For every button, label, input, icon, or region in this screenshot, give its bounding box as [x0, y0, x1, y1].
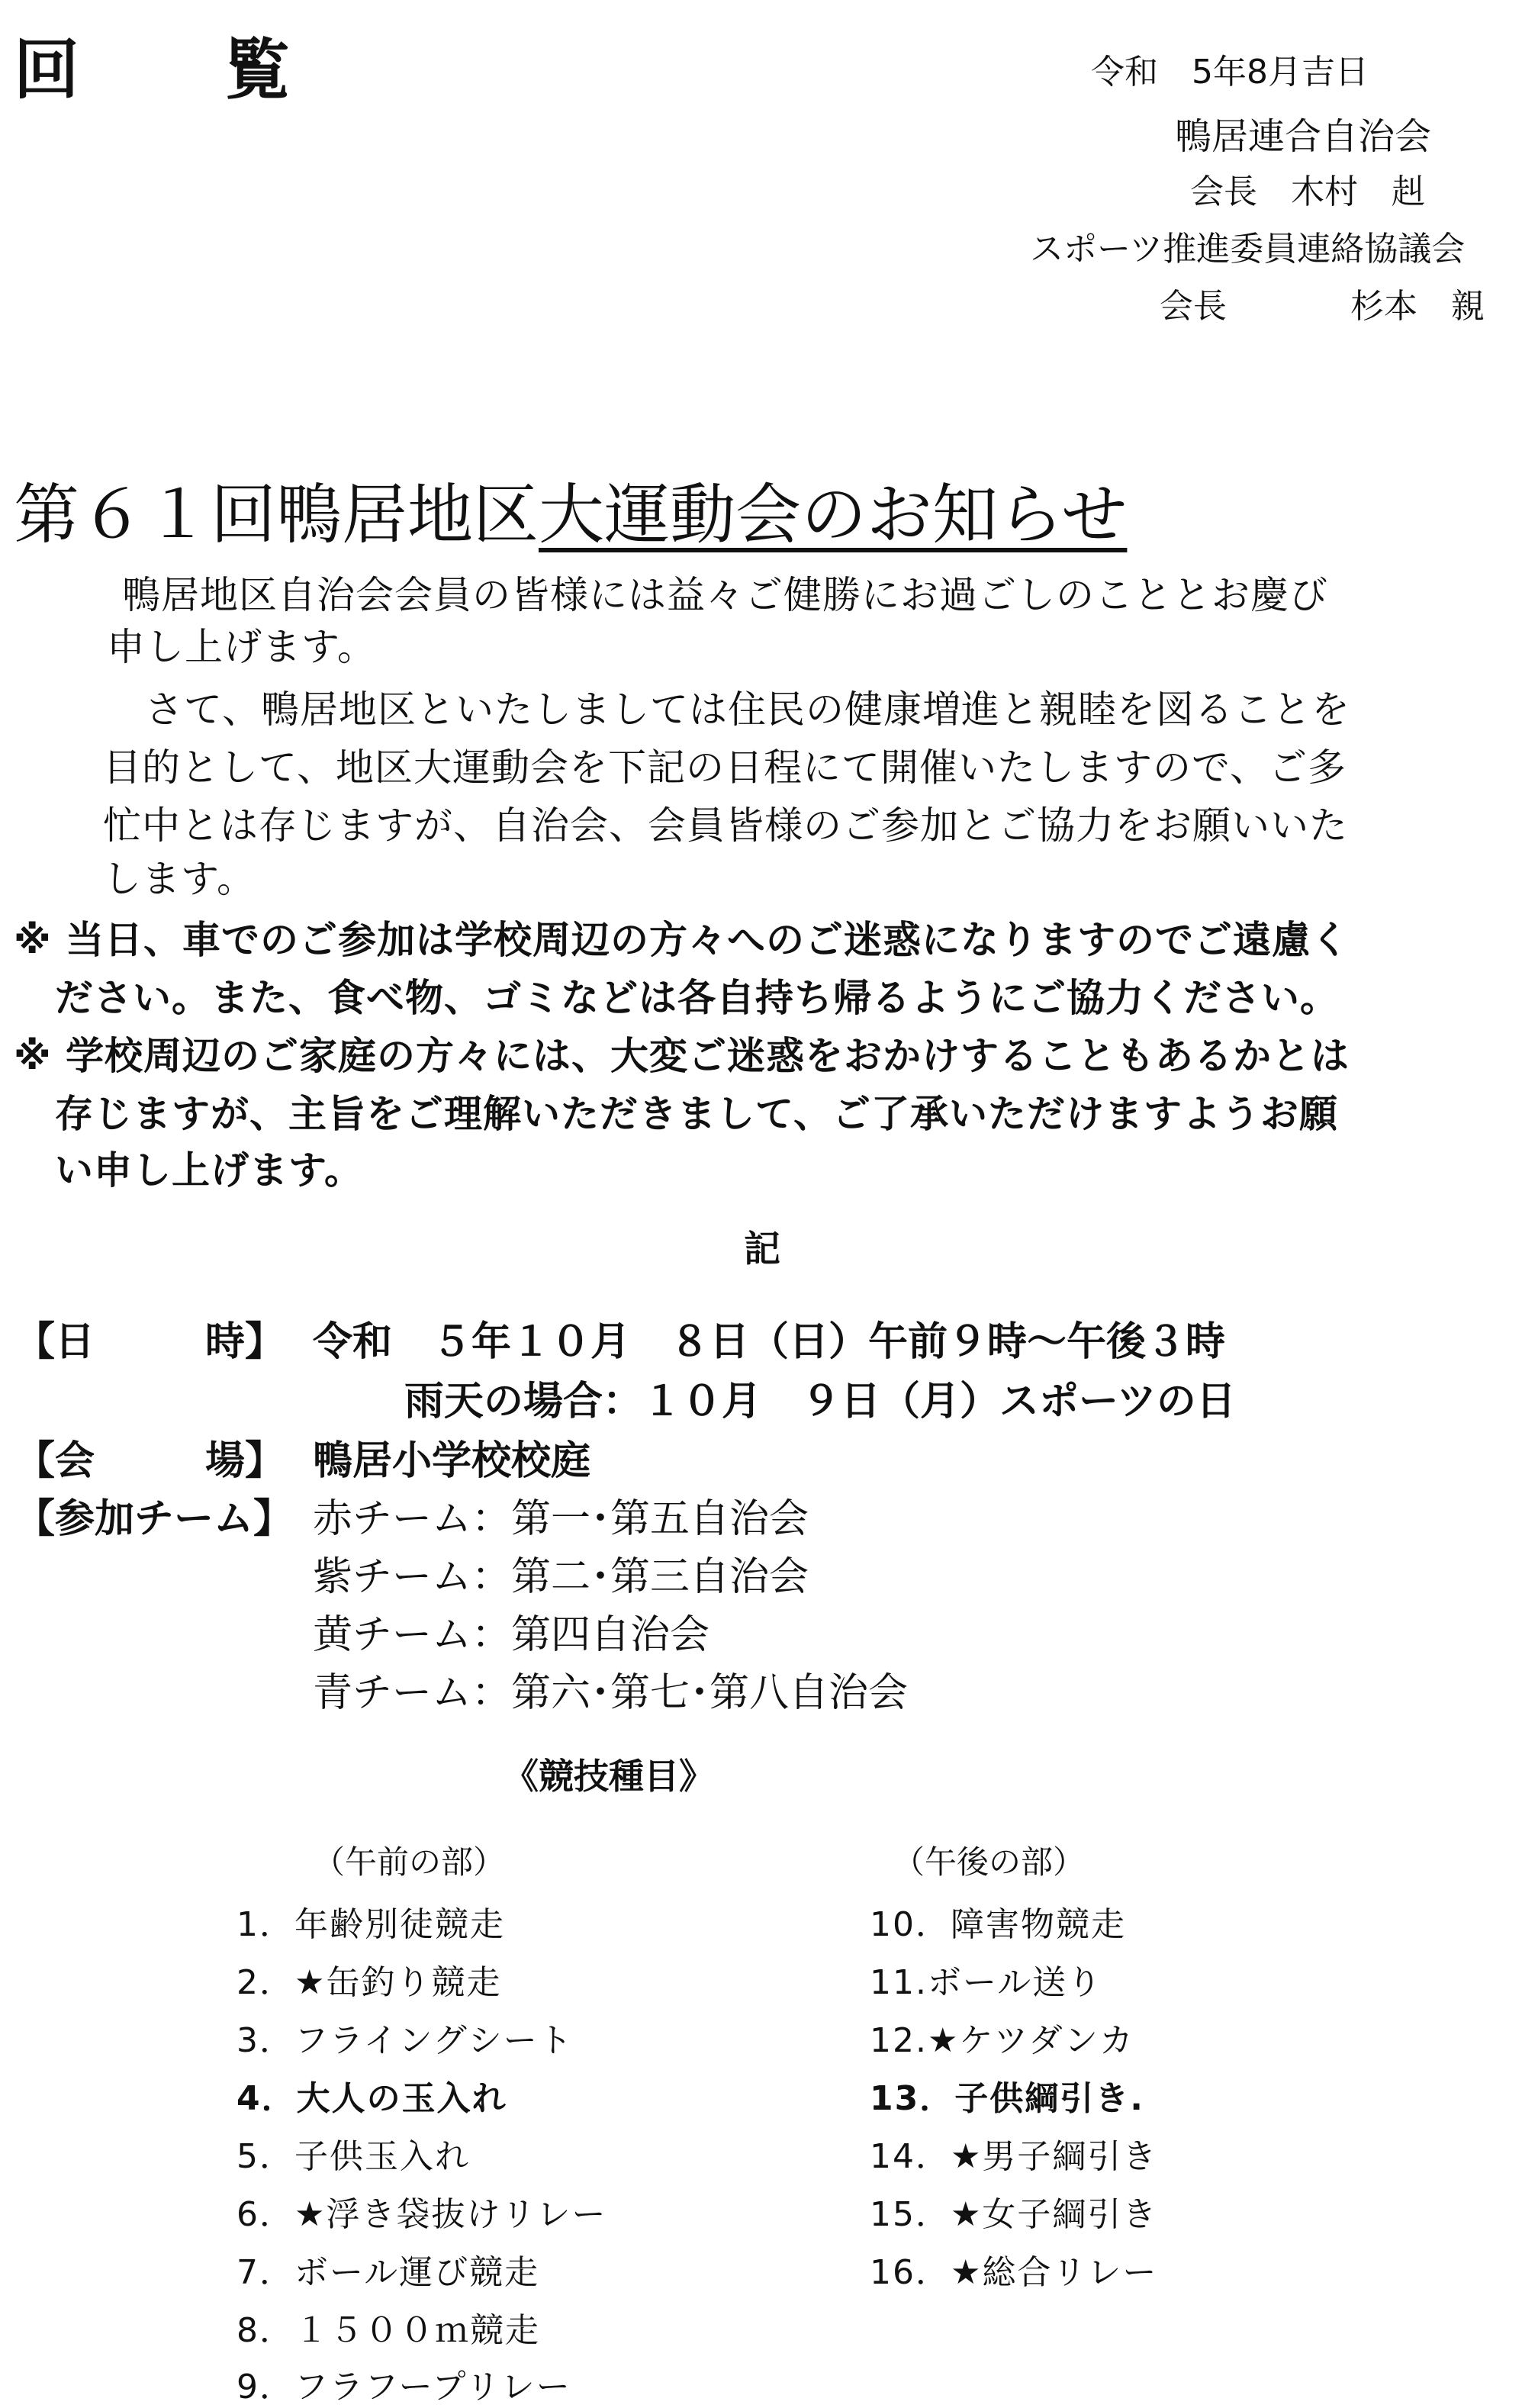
- intro-line-6: します。: [103, 857, 256, 901]
- kairan-char-1: 回: [14, 31, 79, 108]
- notice-title: [14, 462, 1127, 556]
- team-yellow: 黄チーム：第四自治会: [313, 1612, 710, 1658]
- teams-label: 【参加チーム】: [15, 1496, 294, 1542]
- intro-line-3: さて、鴨居地区といたしましては住民の健康増進と親睦を図ることを: [145, 687, 1350, 732]
- morning-event: 2．★缶釣り競走: [236, 1963, 502, 2002]
- afternoon-event: 11.ボール送り: [870, 1963, 1103, 2002]
- issue-date: 令和 5年8月吉日: [1091, 53, 1369, 92]
- intro-line-4: 目的として、地区大運動会を下記の日程にて開催いたしますので、ご多: [103, 745, 1347, 790]
- afternoon-event: 10．障害物競走: [870, 1905, 1126, 1944]
- afternoon-event: 15．★女子綱引き: [870, 2195, 1158, 2234]
- title-underlined: 大運動会のお知らせ: [539, 477, 1128, 553]
- events-heading: 《競技種目》: [504, 1756, 714, 1797]
- team-red: 赤チーム：第一･第五自治会: [313, 1496, 809, 1542]
- venue-value: 鴨居小学校校庭: [313, 1438, 591, 1484]
- morning-event: 1．年齢別徒競走: [236, 1905, 505, 1944]
- org-2-chair-name: 杉本 親: [1350, 287, 1485, 326]
- date-label: [15, 1309, 285, 1367]
- morning-event: 4．大人の玉入れ: [236, 2079, 507, 2118]
- note-1-line-1: ※ 当日、車でのご参加は学校周辺の方々へのご迷惑になりますのでご遠慮く: [14, 918, 1350, 962]
- morning-heading: （午前の部）: [313, 1843, 506, 1881]
- intro-line-1: 鴨居地区自治会会員の皆様には益々ご健勝にお過ごしのこととお慶び: [122, 573, 1328, 617]
- team-blue: 青チーム：第六･第七･第八自治会: [313, 1670, 909, 1716]
- venue-label-b: 場】: [205, 1438, 285, 1484]
- ki-heading: 記: [744, 1228, 782, 1270]
- date-label-b: 時】: [205, 1319, 285, 1365]
- note-2-line-2: 存じますが、主旨をご理解いただきまして、ご了承いただけますようお願: [55, 1092, 1338, 1136]
- morning-event: 9．フラフープリレー: [236, 2368, 571, 2406]
- afternoon-event: 14．★男子綱引き: [870, 2137, 1158, 2176]
- title-prefix: 第６１回鴨居地区: [14, 477, 539, 553]
- morning-event: 3．フライングシート: [236, 2021, 574, 2060]
- afternoon-event: 13．子供綱引き.: [870, 2079, 1144, 2118]
- rain-date-value: 雨天の場合：１０月 ９日（月）スポーツの日: [404, 1379, 1236, 1425]
- kairan-heading: [14, 17, 290, 111]
- morning-event: 5．子供玉入れ: [236, 2137, 470, 2176]
- org-1-chair: 会長 木村 赳: [1190, 172, 1425, 211]
- intro-line-5: 忙中とは存じますが、自治会、会員皆様のご参加とご協力をお願いいた: [103, 803, 1348, 848]
- note-2-line-1: ※ 学校周辺のご家庭の方々には、大変ご迷惑をおかけすることもあるかとは: [14, 1034, 1350, 1078]
- org-2-chair-label: 会長: [1160, 287, 1227, 326]
- afternoon-event: 16．★総合リレー: [870, 2253, 1158, 2292]
- kairan-char-2: 覧: [224, 31, 290, 108]
- venue-label-a: 【会: [15, 1438, 95, 1484]
- afternoon-event: 12.★ケツダンカ: [870, 2021, 1134, 2060]
- note-1-line-2: ださい。また、食べ物、ゴミなどは各自持ち帰るようにご協力ください。: [55, 976, 1339, 1020]
- note-2-line-3: い申し上げます。: [55, 1148, 363, 1193]
- team-purple: 紫チーム：第二･第三自治会: [313, 1554, 809, 1600]
- intro-line-2: 申し上げます。: [107, 625, 376, 669]
- venue-label: [15, 1428, 285, 1486]
- date-label-a: 【日: [15, 1319, 95, 1365]
- morning-event: 7．ボール運び競走: [236, 2253, 540, 2292]
- org-1-name: 鴨居連合自治会: [1175, 115, 1432, 158]
- morning-event: 6．★浮き袋抜けリレー: [236, 2195, 607, 2234]
- morning-event: 8．１５００ｍ競走: [236, 2311, 540, 2350]
- date-value: 令和 ５年１０月 ８日（日）午前９時～午後３時: [313, 1319, 1226, 1365]
- org-2-name: スポーツ推進委員連絡協議会: [1030, 230, 1466, 269]
- afternoon-heading: （午後の部）: [893, 1843, 1086, 1881]
